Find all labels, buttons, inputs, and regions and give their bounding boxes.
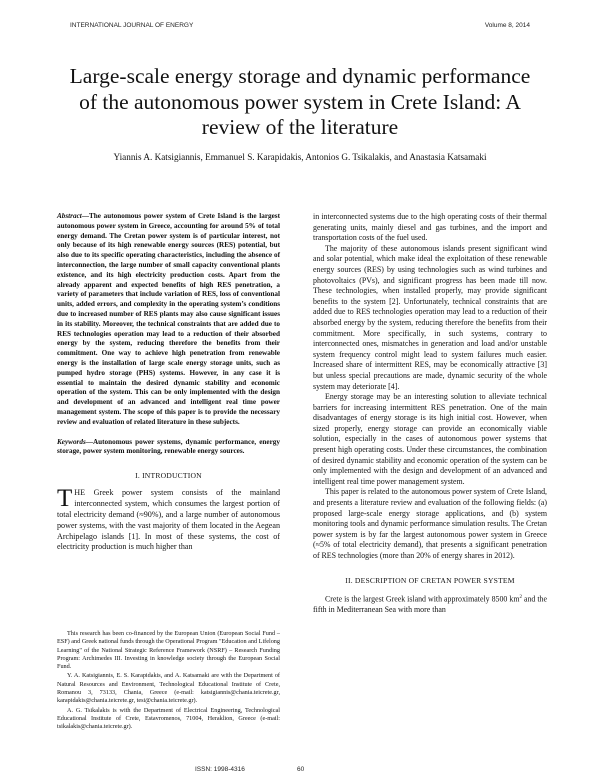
section-heading-description: II. DESCRIPTION OF CRETAN POWER SYSTEM <box>345 575 515 585</box>
introduction-paragraph <box>57 484 280 553</box>
abstract-label: Abstract <box>57 212 82 220</box>
paragraph-3: Energy storage may be an interesting solution to alleviate technical barriers for increasing intermittent RES penetration. One of the main disadvantages of energy storage is its high initial cost. However, when sized properly, energy storage can provide an economically viable solution, especially in the cases of autonomous power systems that present high operating costs. Under these circumstances, the combination of desired dynamic stability and economic operation of the system can be only implemented with the design and development of an advanced and intelligent real time power management system. <box>313 392 547 486</box>
keywords-text: —Autonomous power systems, dynamic performance, energy storage, power system monitoring, renewable energy sources. <box>57 437 280 456</box>
abstract-text: —The autonomous power system of Crete Island is the largest autonomous power system in Greece, accounting for around 5% of total energy demand. The Cretan power system is of particular interest, not only because of its high renewable energy sources (RES) potential, but also due to its specific operating characteristics, including the absence of interconnection, the large number of small capacity conventional plants existence, and its high electricity production costs. Apart from the already apparent and expected benefits of high RES penetration, a variety of parameters that include variation of RES, loss of conventional units, added errors, and complexity in the operating system’s conditions due to increased number of RES plants may also cause significant issues in its stability. Moreover, the technical constraints that are added due to RES technologies operation may lead to a reduction of their absorbed energy by the system, reducing therefore the benefits from their commitment. One way to achieve high penetration from renewable energy is the installation of large scale energy storage units, such as pumped hydro storage (PHS) systems. However, in any case it is essential to maintain the desired dynamic stability and economic operation of the system. This can be only implemented with the design and development of an advanced and intelligent real time power management system. The scope of this paper is to provide the necessary review and evaluation of related literature in these subjects. <box>57 212 280 426</box>
author-list: Yiannis A. Katsigiannis, Emmanuel S. Karapidakis, Antonios G. Tsikalakis, and Anastasia Katsamaki <box>113 152 487 162</box>
section-heading-introduction: I. INTRODUCTION <box>135 471 202 481</box>
footnotes <box>57 630 280 733</box>
abstract <box>57 212 280 428</box>
footnote-affiliation-2: A. G. Tsikalakis is with the Department of Electrical Engineering, Technological Educational Institute of Crete, Estavromenos, 71004, Heraklion, Greece (e-mail: tsikalakis@chania.teicrete.gr). <box>57 706 280 731</box>
drop-cap: T <box>57 484 73 512</box>
paper-title: Large-scale energy storage and dynamic performance of the autonomous power system in Crete Island: A review of the literature <box>69 64 531 139</box>
issn-label: ISSN: 1998-4316 <box>195 766 245 773</box>
journal-name: INTERNATIONAL JOURNAL OF ENERGY <box>70 22 194 29</box>
introduction-text: HE Greek power system consists of the mainland interconnected system, which consumes the largest portion of total electricity demand (≈90%), and a large number of autonomous power systems, with the vast majority of them located in the Aegean Archipelago islands [1]. In most of these systems, the cost of electricity production is much higher than <box>57 487 280 552</box>
keywords-label: Keywords <box>57 437 86 446</box>
paragraph-5-start: Crete is the largest Greek island with approximately 8500 km <box>325 594 520 604</box>
superscript-2: 2 <box>519 595 522 601</box>
footnote-affiliation-1: Y. A. Katsigiannis, E. S. Karapidakis, and A. Katsamaki are with the Department of Natural Resources and Environment, Technological Educational Institute of Crete, Romanou 3, 73133, Chania, Greece (e-mail: katsigiannis@chania.teicrete.gr, karapidakis@chania.teicrete.gr, tesi@chania.teicrete.gr). <box>57 672 280 705</box>
volume-label: Volume 8, 2014 <box>484 22 530 29</box>
left-column <box>57 212 280 553</box>
footnote-funding: This research has been co-financed by the European Union (European Social Fund – ESF) and Greek national funds through the Operational Program "Education and Lifelong Learning" of the National Strategic Reference Framework (NSRF) – Research Funding Program: Archimedes III. Investing in knowledge society through the European Social Fund. <box>57 630 280 671</box>
keywords <box>57 438 280 458</box>
paragraph-4: This paper is related to the autonomous power system of Crete Island, and presents a literature review and evaluation of the following fields: (a) proposed large-scale energy storage applications, and (b) system monitoring tools and dynamic performance simulation results. The Cretan power system is by far the largest autonomous power system in Greece (≈5% of total electricity demand), that presents a significant penetration of RES technologies (more than 20% of energy shares in 2012). <box>313 487 547 560</box>
page-number: 60 <box>297 766 305 773</box>
paragraph-2: The majority of these autonomous islands present significant wind and solar potential, which make ideal the exploitation of these renewable energy sources (RES) by using technologies such as wind turbines and photovoltaics (PVs), and significant progress has been made till now. These technologies, when installed properly, may provide significant benefits to the system [2]. Unfortunately, technical constraints that are added due to RES technologies operation may lead to a reduction of their absorbed energy by the system, reducing therefore the benefits from their commitment. More specifically, in such systems, contrary to interconnected ones, mismatches in generation and load and/or unstable system frequency control might lead to system failures much easier. Increased share of intermittent RES, may be economically attractive [3] but unless special precautions are made, dynamic security of the whole system may deteriorate [4]. <box>313 243 547 391</box>
paragraph-5-end: and the fifth in Mediterranean Sea with more than <box>313 594 547 615</box>
paragraph-5 <box>313 593 547 616</box>
paragraph-1: in interconnected systems due to the high operating costs of their thermal generating units, mainly diesel and gas turbines, and the import and transportation costs of the fuel used. <box>313 212 547 243</box>
right-column <box>313 212 547 616</box>
